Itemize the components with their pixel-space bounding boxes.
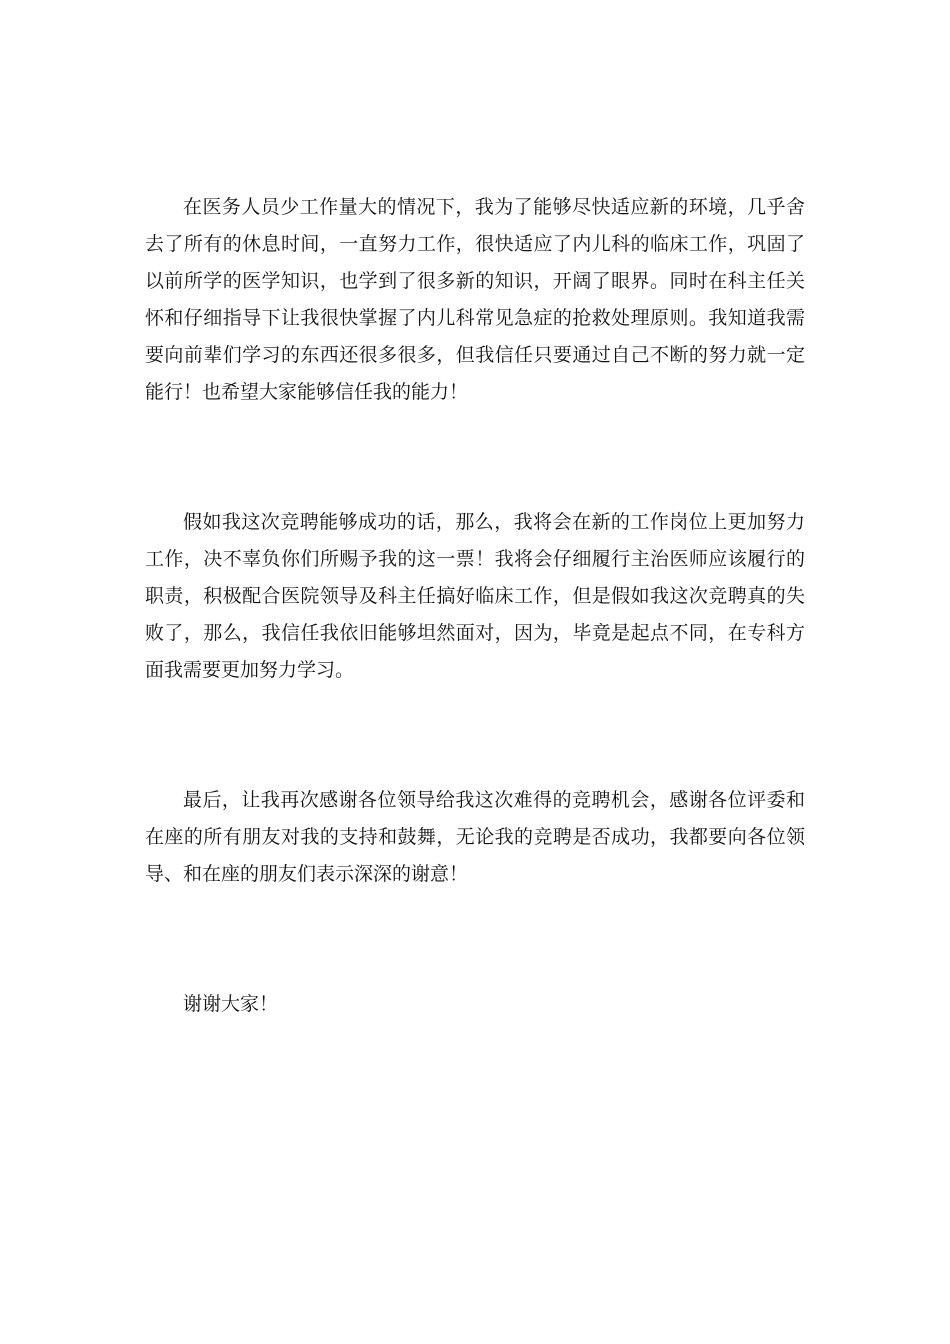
paragraph-work-experience: 在医务人员少工作量大的情况下，我为了能够尽快适应新的环境，几乎舍去了所有的休息时间，一直努力工作，很快适应了内儿科的临床工作，巩固了以前所学的医学知识，也学到了很多新的知识，开阔了眼界。同时在科主任关怀和仔细指导下让我很快掌握了内儿科常见急症的抢救处理原则。我知道我需要向前辈们学习的东西还很多很多，但我信任只要通过自己不断的努力就一定能行！也希望大家能够信任我的能力！: [145, 196, 805, 403]
paragraph-closing: 谢谢大家！: [183, 993, 279, 1015]
paragraph-commitment: 假如我这次竞聘能够成功的话，那么，我将会在新的工作岗位上更加努力工作，决不辜负你们所赐予我的这一票！我将会仔细履行主治医师应该履行的职责，积极配合医院领导及科主任搞好临床工作，但是假如我这次竞聘真的失败了，那么，我信任我依旧能够坦然面对，因为，毕竟是起点不同，在专科方面我需要更加努力学习。: [145, 511, 805, 681]
document-body: [145, 189, 805, 1023]
paragraph-thanks: 最后，让我再次感谢各位领导给我这次难得的竞聘机会，感谢各位评委和在座的所有朋友对我的支持和鼓舞，无论我的竞聘是否成功，我都要向各位领导、和在座的朋友们表示深深的谢意！: [145, 789, 805, 885]
